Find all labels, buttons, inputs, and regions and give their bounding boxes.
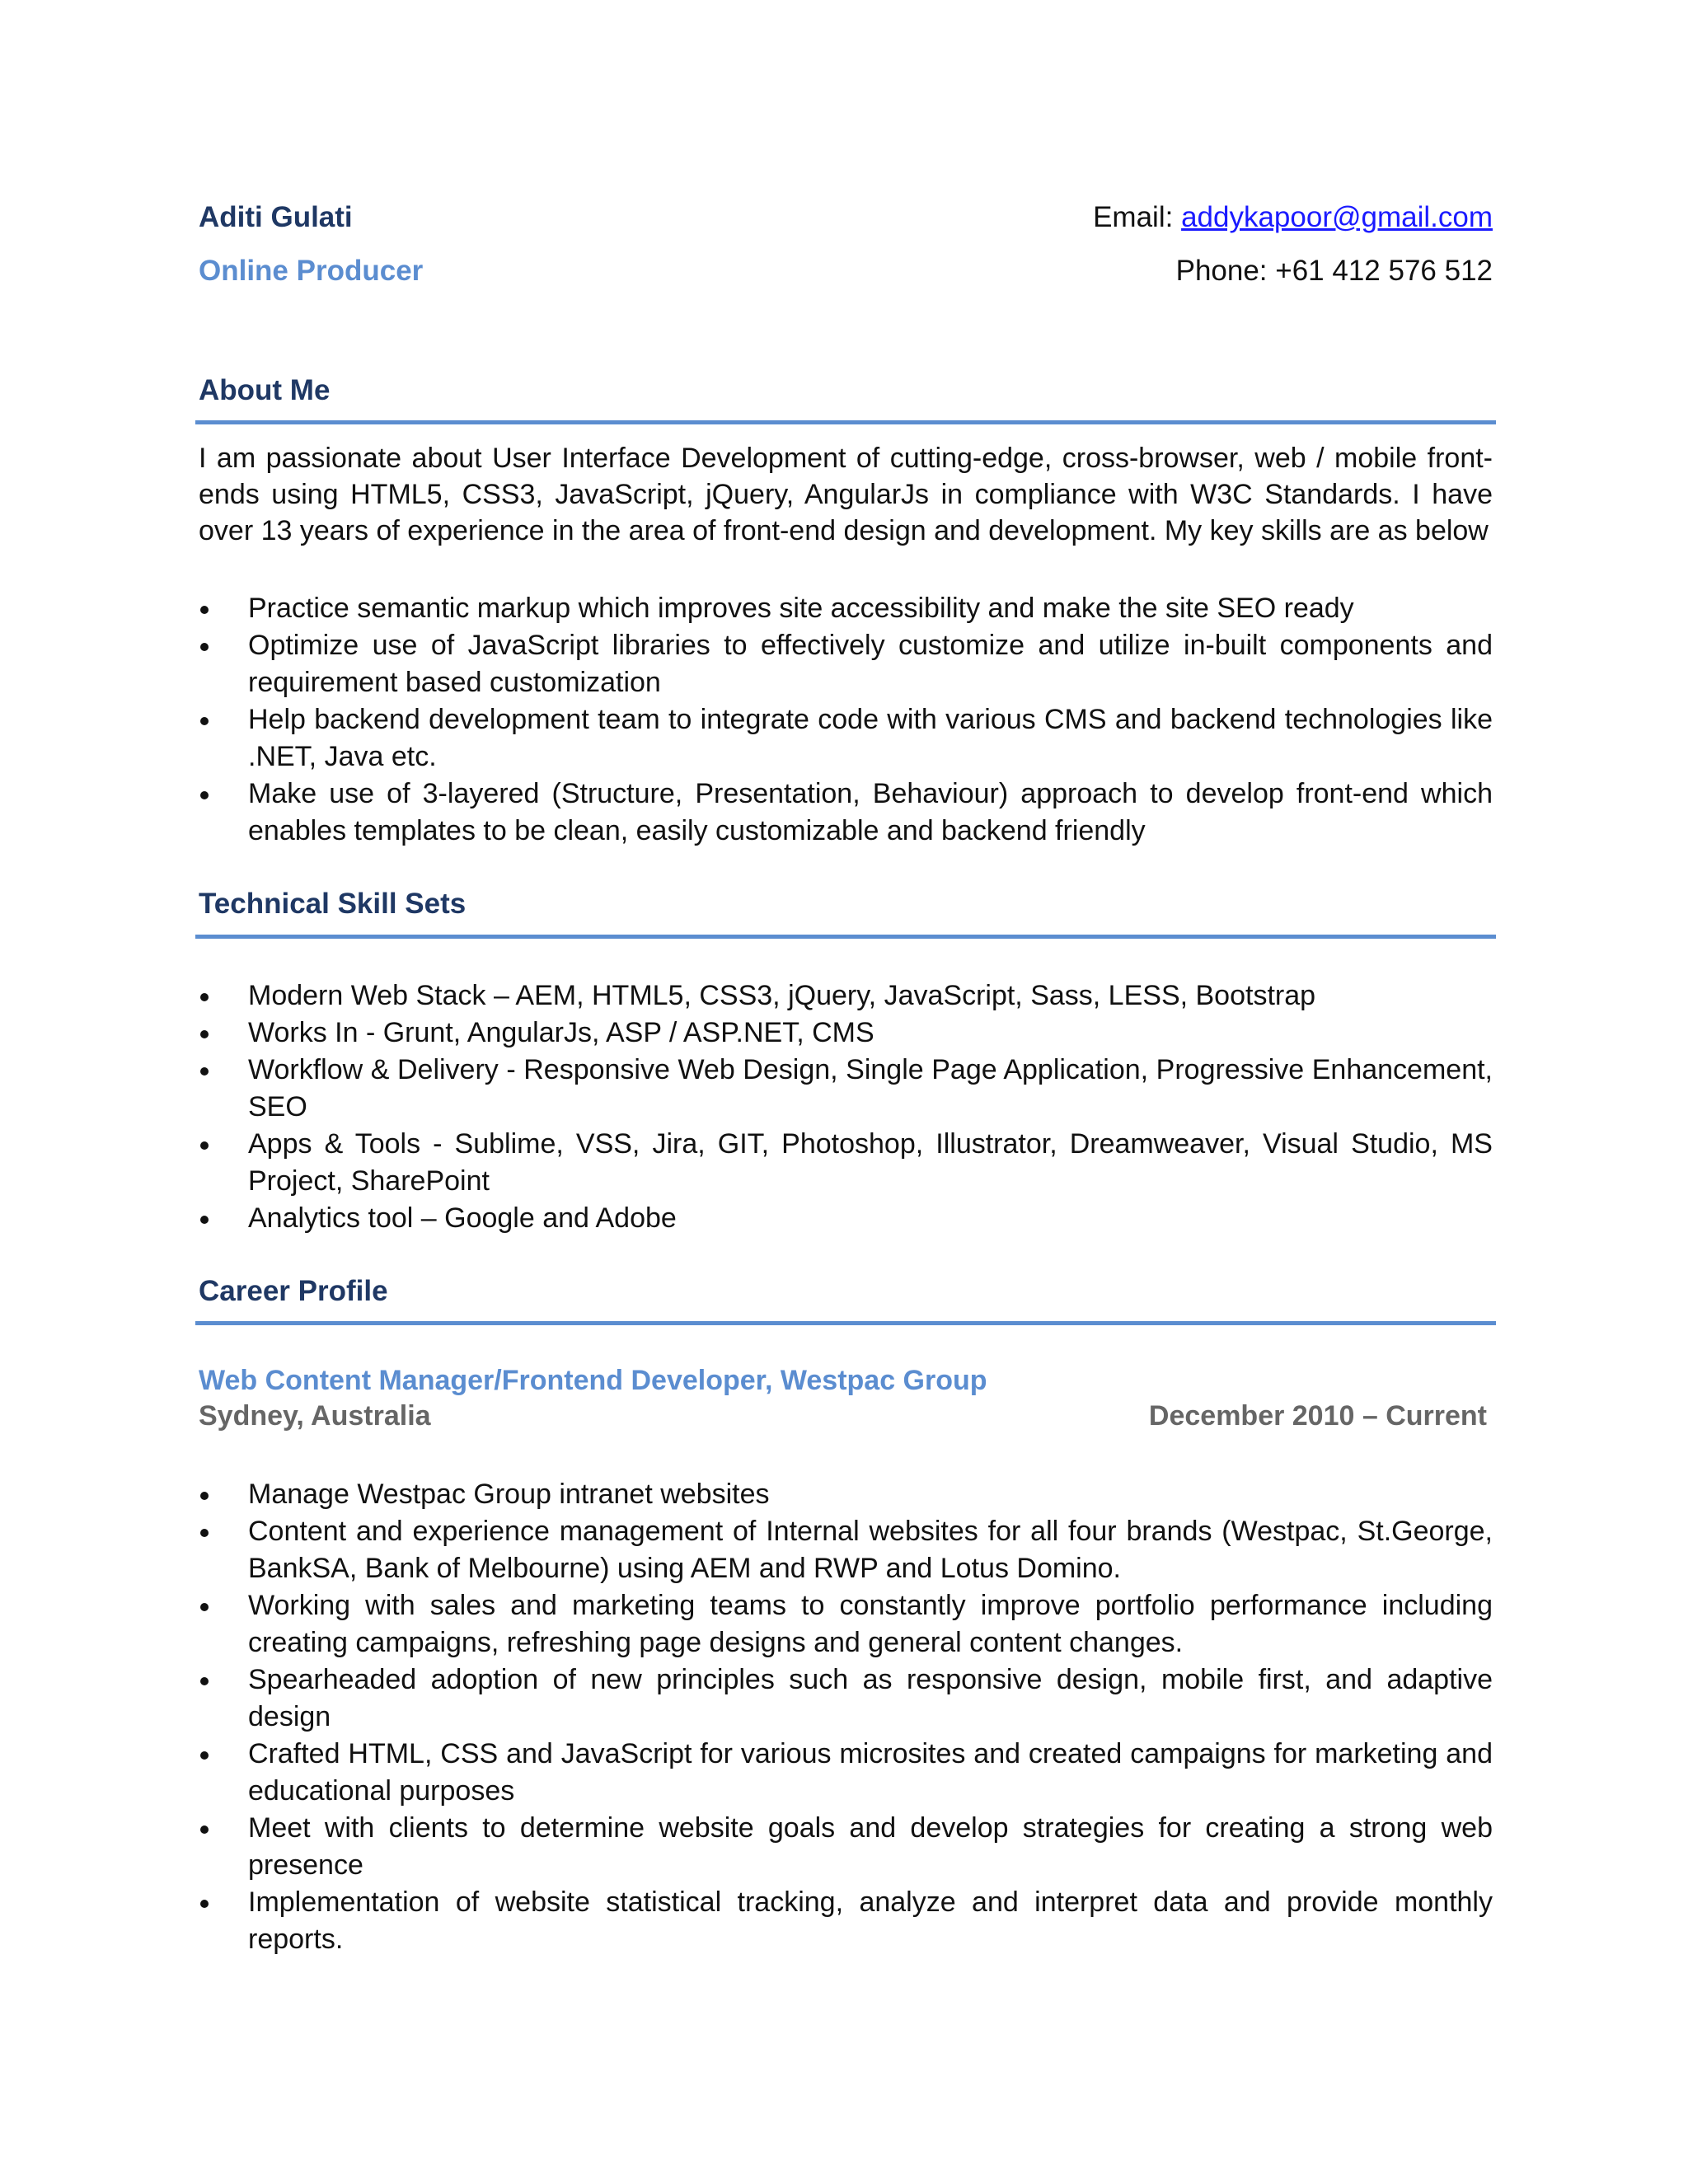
job-dates: December 2010 – Current <box>1148 1400 1487 1432</box>
list-item <box>199 1884 1493 1958</box>
bullet-dot <box>200 1216 209 1224</box>
bullet-dot <box>200 1825 209 1834</box>
email-link[interactable]: addykapoor@gmail.com <box>1181 201 1493 233</box>
list-item-text: Meet with clients to determine website goals and develop strategies for creating a strong web presence <box>248 1812 1493 1881</box>
candidate-name: Aditi Gulati <box>199 201 353 233</box>
list-item-text: Workflow & Delivery - Responsive Web Design, Single Page Application, Progressive Enhancement, SEO <box>248 1054 1493 1122</box>
about-bullets <box>199 590 1493 850</box>
list-item-text: Help backend development team to integrate code with various CMS and backend technologies like .NET, Java etc. <box>248 704 1493 772</box>
list-item <box>199 1661 1493 1736</box>
email-line <box>1093 201 1493 234</box>
bullet-dot <box>200 1529 209 1537</box>
job-bullets <box>199 1476 1493 1958</box>
bullet-dot <box>200 1603 209 1611</box>
list-item-text: Modern Web Stack – AEM, HTML5, CSS3, jQuery, JavaScript, Sass, LESS, Bootstrap <box>248 980 1316 1011</box>
list-item <box>199 1587 1493 1661</box>
about-heading: About Me <box>199 374 331 406</box>
list-item <box>199 1200 1493 1237</box>
list-item <box>199 1015 1493 1052</box>
list-item-text: Manage Westpac Group intranet websites <box>248 1479 770 1510</box>
list-item <box>199 1476 1493 1513</box>
list-item <box>199 1810 1493 1884</box>
list-item <box>199 776 1493 850</box>
phone-line <box>1176 255 1493 288</box>
skills-heading: Technical Skill Sets <box>199 888 467 920</box>
bullet-dot <box>200 993 209 1001</box>
list-item <box>199 1513 1493 1587</box>
bullet-dot <box>200 1492 209 1500</box>
job-title: Web Content Manager/Frontend Developer, Westpac Group <box>199 1365 987 1396</box>
phone-number: +61 412 576 512 <box>1275 255 1493 287</box>
list-item-text: Implementation of website statistical tracking, analyze and interpret data and provide monthly reports. <box>248 1886 1493 1955</box>
list-item-text: Practice semantic markup which improves site accessibility and make the site SEO ready <box>248 593 1354 624</box>
list-item-text: Optimize use of JavaScript libraries to effectively customize and utilize in-built components and requirement based customization <box>248 630 1493 698</box>
list-item-text: Works In - Grunt, AngularJs, ASP / ASP.NET, CMS <box>248 1017 874 1048</box>
bullet-dot <box>200 606 209 614</box>
about-divider <box>195 420 1496 424</box>
bullet-dot <box>200 1067 209 1076</box>
career-divider <box>195 1321 1496 1325</box>
bullet-dot <box>200 717 209 725</box>
list-item-text: Analytics tool – Google and Adobe <box>248 1202 677 1234</box>
list-item <box>199 1126 1493 1200</box>
job-location: Sydney, Australia <box>199 1400 431 1432</box>
bullet-dot <box>200 1030 209 1038</box>
about-intro: I am passionate about User Interface Development of cutting-edge, cross-browser, web / mobile front-ends using HTML5, CSS3, JavaScript, jQuery, AngularJs in compliance with W3C Standards. I have over 13 years of experience in the area of front-end design and development. My key skills are as below <box>199 443 1493 546</box>
bullet-dot <box>200 1677 209 1685</box>
list-item-text: Make use of 3-layered (Structure, Presentation, Behaviour) approach to develop front-end which enables templates to be clean, easily customizable and backend friendly <box>248 778 1493 846</box>
list-item-text: Crafted HTML, CSS and JavaScript for various microsites and created campaigns for marketing and educational purposes <box>248 1738 1493 1807</box>
phone-label: Phone: <box>1175 255 1268 287</box>
list-item-text: Spearheaded adoption of new principles such as responsive design, mobile first, and adaptive design <box>248 1664 1493 1732</box>
bullet-dot <box>200 1751 209 1760</box>
career-heading: Career Profile <box>199 1275 388 1307</box>
job-meta-row <box>199 1400 1487 1432</box>
bullet-dot <box>200 1141 209 1150</box>
bullet-dot <box>200 643 209 651</box>
list-item <box>199 977 1493 1015</box>
bullet-dot <box>200 791 209 799</box>
bullet-dot <box>200 1900 209 1908</box>
list-item-text: Apps & Tools - Sublime, VSS, Jira, GIT, Photoshop, Illustrator, Dreamweaver, Visual Studio, MS Project, SharePoint <box>248 1128 1493 1197</box>
candidate-title: Online Producer <box>199 255 424 287</box>
list-item-text: Content and experience management of Internal websites for all four brands (Westpac, St.George, BankSA, Bank of Melbourne) using AEM and RWP and Lotus Domino. <box>248 1516 1493 1584</box>
skills-divider <box>195 935 1496 939</box>
header-row-2 <box>199 255 1493 288</box>
list-item <box>199 590 1493 627</box>
list-item-text: Working with sales and marketing teams to constantly improve portfolio performance including creating campaigns, refreshing page designs and general content changes. <box>248 1590 1493 1658</box>
list-item <box>199 1052 1493 1126</box>
list-item <box>199 701 1493 776</box>
email-label: Email: <box>1093 201 1174 233</box>
header-row-1 <box>199 201 1493 234</box>
list-item <box>199 627 1493 701</box>
list-item <box>199 1736 1493 1810</box>
skills-bullets <box>199 977 1493 1237</box>
